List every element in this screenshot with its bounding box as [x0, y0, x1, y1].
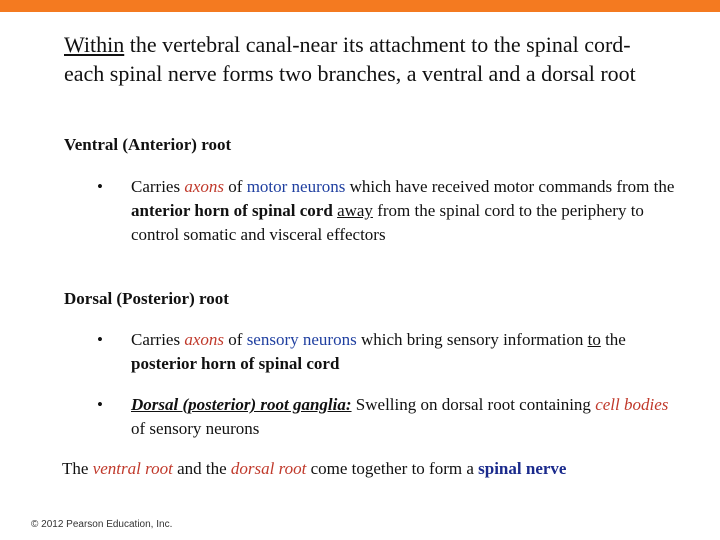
term-posterior-horn: posterior horn of spinal cord	[131, 354, 340, 373]
summary-sentence	[62, 457, 692, 481]
text-run: of sensory neurons	[131, 419, 260, 438]
dorsal-bullet-1	[97, 328, 676, 376]
term-axons: axons	[184, 330, 225, 349]
text-run: from the spinal cord to the periphery to control somatic and visceral effectors	[131, 201, 644, 244]
term-root-ganglia: Dorsal (posterior) root ganglia:	[131, 395, 352, 414]
intro-underlined-word: Within	[64, 32, 125, 57]
ventral-root-heading: Ventral (Anterior) root	[64, 135, 232, 154]
intro-paragraph	[64, 30, 664, 88]
bullet-dot: •	[97, 395, 103, 414]
term-cell-bodies: cell bodies	[595, 395, 669, 414]
term-sensory-neurons: sensory neurons	[246, 330, 357, 349]
text-run: Carries	[131, 330, 185, 349]
text-run: come together to form a	[306, 459, 479, 478]
term-spinal-nerve: spinal nerve	[478, 459, 567, 478]
text-run: Swelling on dorsal root containing	[351, 395, 596, 414]
bullet-dot: •	[97, 177, 103, 196]
dorsal-bullet-2	[97, 393, 676, 441]
term-axons: axons	[184, 177, 225, 196]
text-run: The	[62, 459, 93, 478]
dorsal-root-heading: Dorsal (Posterior) root	[64, 289, 229, 308]
text-run: Carries	[131, 177, 185, 196]
bullet-dot: •	[97, 330, 103, 349]
term-anterior-horn: anterior horn of spinal cord	[131, 201, 333, 220]
top-accent-bar	[0, 0, 720, 12]
text-run: the	[600, 330, 626, 349]
term-ventral-root: ventral root	[92, 459, 173, 478]
text-run: of	[224, 330, 247, 349]
text-run: and the	[172, 459, 231, 478]
text-run: which have received motor commands from the	[345, 177, 675, 196]
text-run: which bring sensory information	[356, 330, 588, 349]
term-away: away	[337, 201, 373, 220]
ventral-bullet	[97, 175, 676, 247]
term-dorsal-root: dorsal root	[230, 459, 307, 478]
term-motor-neurons: motor neurons	[246, 177, 346, 196]
text-run: of	[224, 177, 247, 196]
term-to: to	[587, 330, 601, 349]
intro-text: the vertebral canal-near its attachment to the spinal cord- each spinal nerve forms two branches, a ventral and a dorsal root	[64, 32, 636, 86]
copyright-notice: © 2012 Pearson Education, Inc.	[31, 519, 173, 530]
